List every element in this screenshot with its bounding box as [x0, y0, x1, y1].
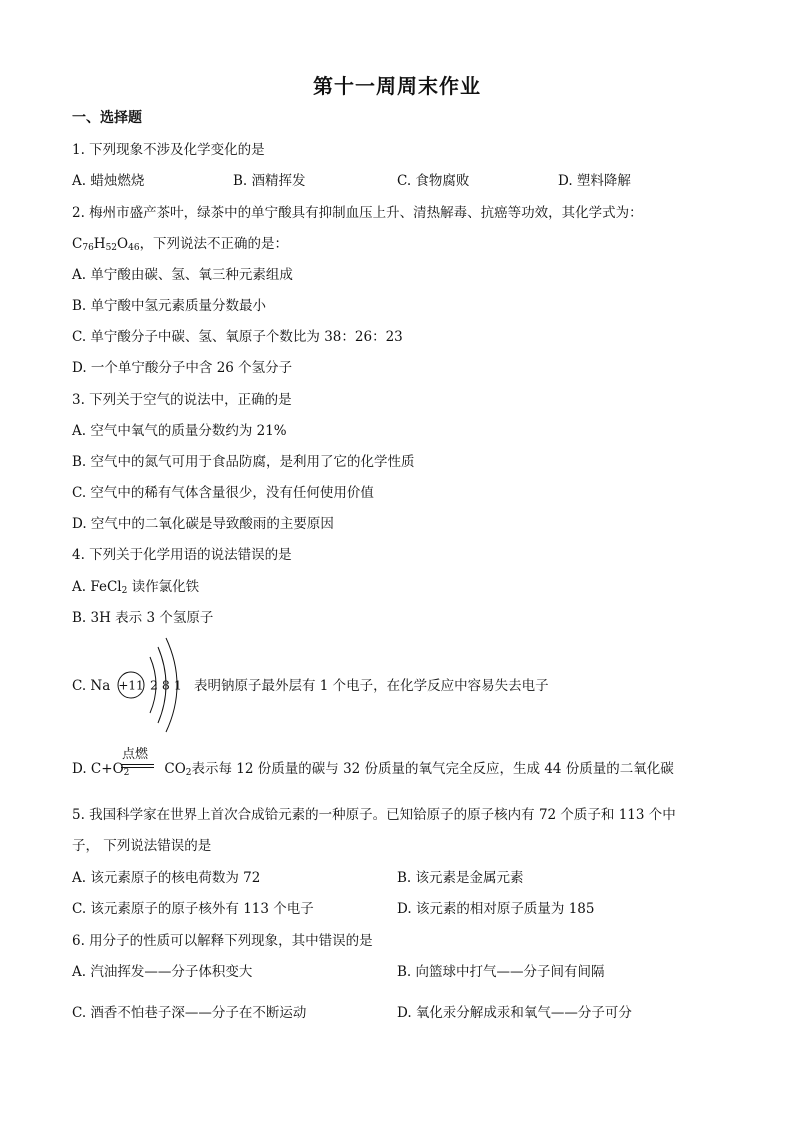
- formula-tail: ，下列说法不正确的是：: [139, 236, 289, 252]
- formula-c-count: 76: [82, 243, 94, 253]
- q4-a-text: 读作氯化铁: [127, 579, 200, 595]
- q1-stem: 1. 下列现象不涉及化学变化的是: [72, 142, 265, 158]
- section-heading: 一、选择题: [72, 110, 142, 126]
- q3-stem: 3. 下列关于空气的说法中，正确的是: [72, 392, 292, 408]
- q1-option-c: C. 食物腐败: [397, 173, 470, 189]
- q4-option-c-label: C. Na: [72, 678, 111, 694]
- q4-d-reactant-sub: 2: [123, 768, 130, 778]
- electron-counts: 2 8 1: [150, 677, 182, 693]
- q6-stem: 6. 用分子的性质可以解释下列现象，其中错误的是: [72, 933, 373, 949]
- q6-option-a: A. 汽油挥发——分子体积变大: [72, 964, 253, 980]
- formula-o-count: 46: [128, 243, 140, 253]
- q3-option-a: A. 空气中氧气的质量分数约为 21%: [72, 423, 287, 439]
- equation-line-bottom: [121, 767, 154, 768]
- q1-option-d: D. 塑料降解: [558, 173, 631, 189]
- q4-d-product: CO: [164, 761, 186, 777]
- q3-option-c: C. 空气中的稀有气体含量很少，没有任何使用价值: [72, 485, 374, 501]
- q5-option-b: B. 该元素是金属元素: [397, 870, 524, 886]
- q1-option-b: B. 酒精挥发: [233, 173, 306, 189]
- q4-a-subscript: 2: [121, 586, 128, 596]
- formula-h-count: 52: [105, 243, 118, 253]
- equation-line-top: [121, 764, 154, 765]
- q4-d-text: 表示每 12 份质量的碳与 32 份质量的氧气完全反应，生成 44 份质量的二氧化碳: [191, 761, 674, 777]
- q5-option-c: C. 该元素原子的原子核外有 113 个电子: [72, 901, 314, 917]
- formula-h: H: [93, 236, 106, 252]
- q5-option-a: A. 该元素原子的核电荷数为 72: [72, 870, 261, 886]
- q5-stem-line1: 5. 我国科学家在世界上首次合成铪元素的一种原子。已知铪原子的原子核内有 72 个质子和 113 个中: [72, 807, 676, 823]
- q6-option-d: D. 氧化汞分解成汞和氧气——分子可分: [397, 1005, 632, 1021]
- q2-option-b: B. 单宁酸中氢元素质量分数最小: [72, 298, 267, 314]
- q3-option-d: D. 空气中的二氧化碳是导致酸雨的主要原因: [72, 516, 334, 532]
- q3-option-b: B. 空气中的氮气可用于食品防腐，是利用了它的化学性质: [72, 454, 415, 470]
- q4-option-a: [72, 578, 199, 596]
- q4-option-b: B. 3H 表示 3 个氢原子: [72, 610, 214, 626]
- sodium-atom-diagram: [116, 635, 206, 735]
- atom-nucleus-charge: +11: [118, 678, 144, 693]
- q4-stem: 4. 下列关于化学用语的说法错误的是: [72, 547, 292, 563]
- page-title: 第十一周周末作业: [313, 74, 481, 98]
- q5-option-d: D. 该元素的相对原子质量为 185: [397, 901, 595, 917]
- q4-option-d-equation: [72, 760, 674, 778]
- q1-option-a: A. 蜡烛燃烧: [72, 173, 145, 189]
- q6-option-c: C. 酒香不怕巷子深——分子在不断运动: [72, 1005, 307, 1021]
- q2-formula-line: [72, 235, 288, 253]
- q2-option-d: D. 一个单宁酸分子中含 26 个氢分子: [72, 360, 293, 376]
- q4-d-reactants: D. C+O: [72, 761, 124, 777]
- q2-option-c: C. 单宁酸分子中碳、氢、氧原子个数比为 38：26：23: [72, 329, 403, 345]
- q2-option-a: A. 单宁酸由碳、氢、氧三种元素组成: [72, 267, 293, 283]
- formula-o: O: [117, 236, 129, 252]
- q6-option-b: B. 向篮球中打气——分子间有间隔: [397, 964, 605, 980]
- q4-a-formula: A. FeCl: [72, 579, 122, 595]
- formula-c: C: [72, 236, 83, 252]
- q4-option-c-text: 表明钠原子最外层有 1 个电子，在化学反应中容易失去电子: [194, 678, 549, 694]
- q4-d-condition: 点燃: [122, 747, 149, 762]
- q5-stem-line2: 子， 下列说法错误的是: [72, 838, 212, 854]
- q4-d-product-sub: 2: [185, 768, 192, 778]
- q2-stem: 2. 梅州市盛产茶叶，绿茶中的单宁酸具有抑制血压上升、清热解毒、抗癌等功效，其化学式为：: [72, 205, 643, 221]
